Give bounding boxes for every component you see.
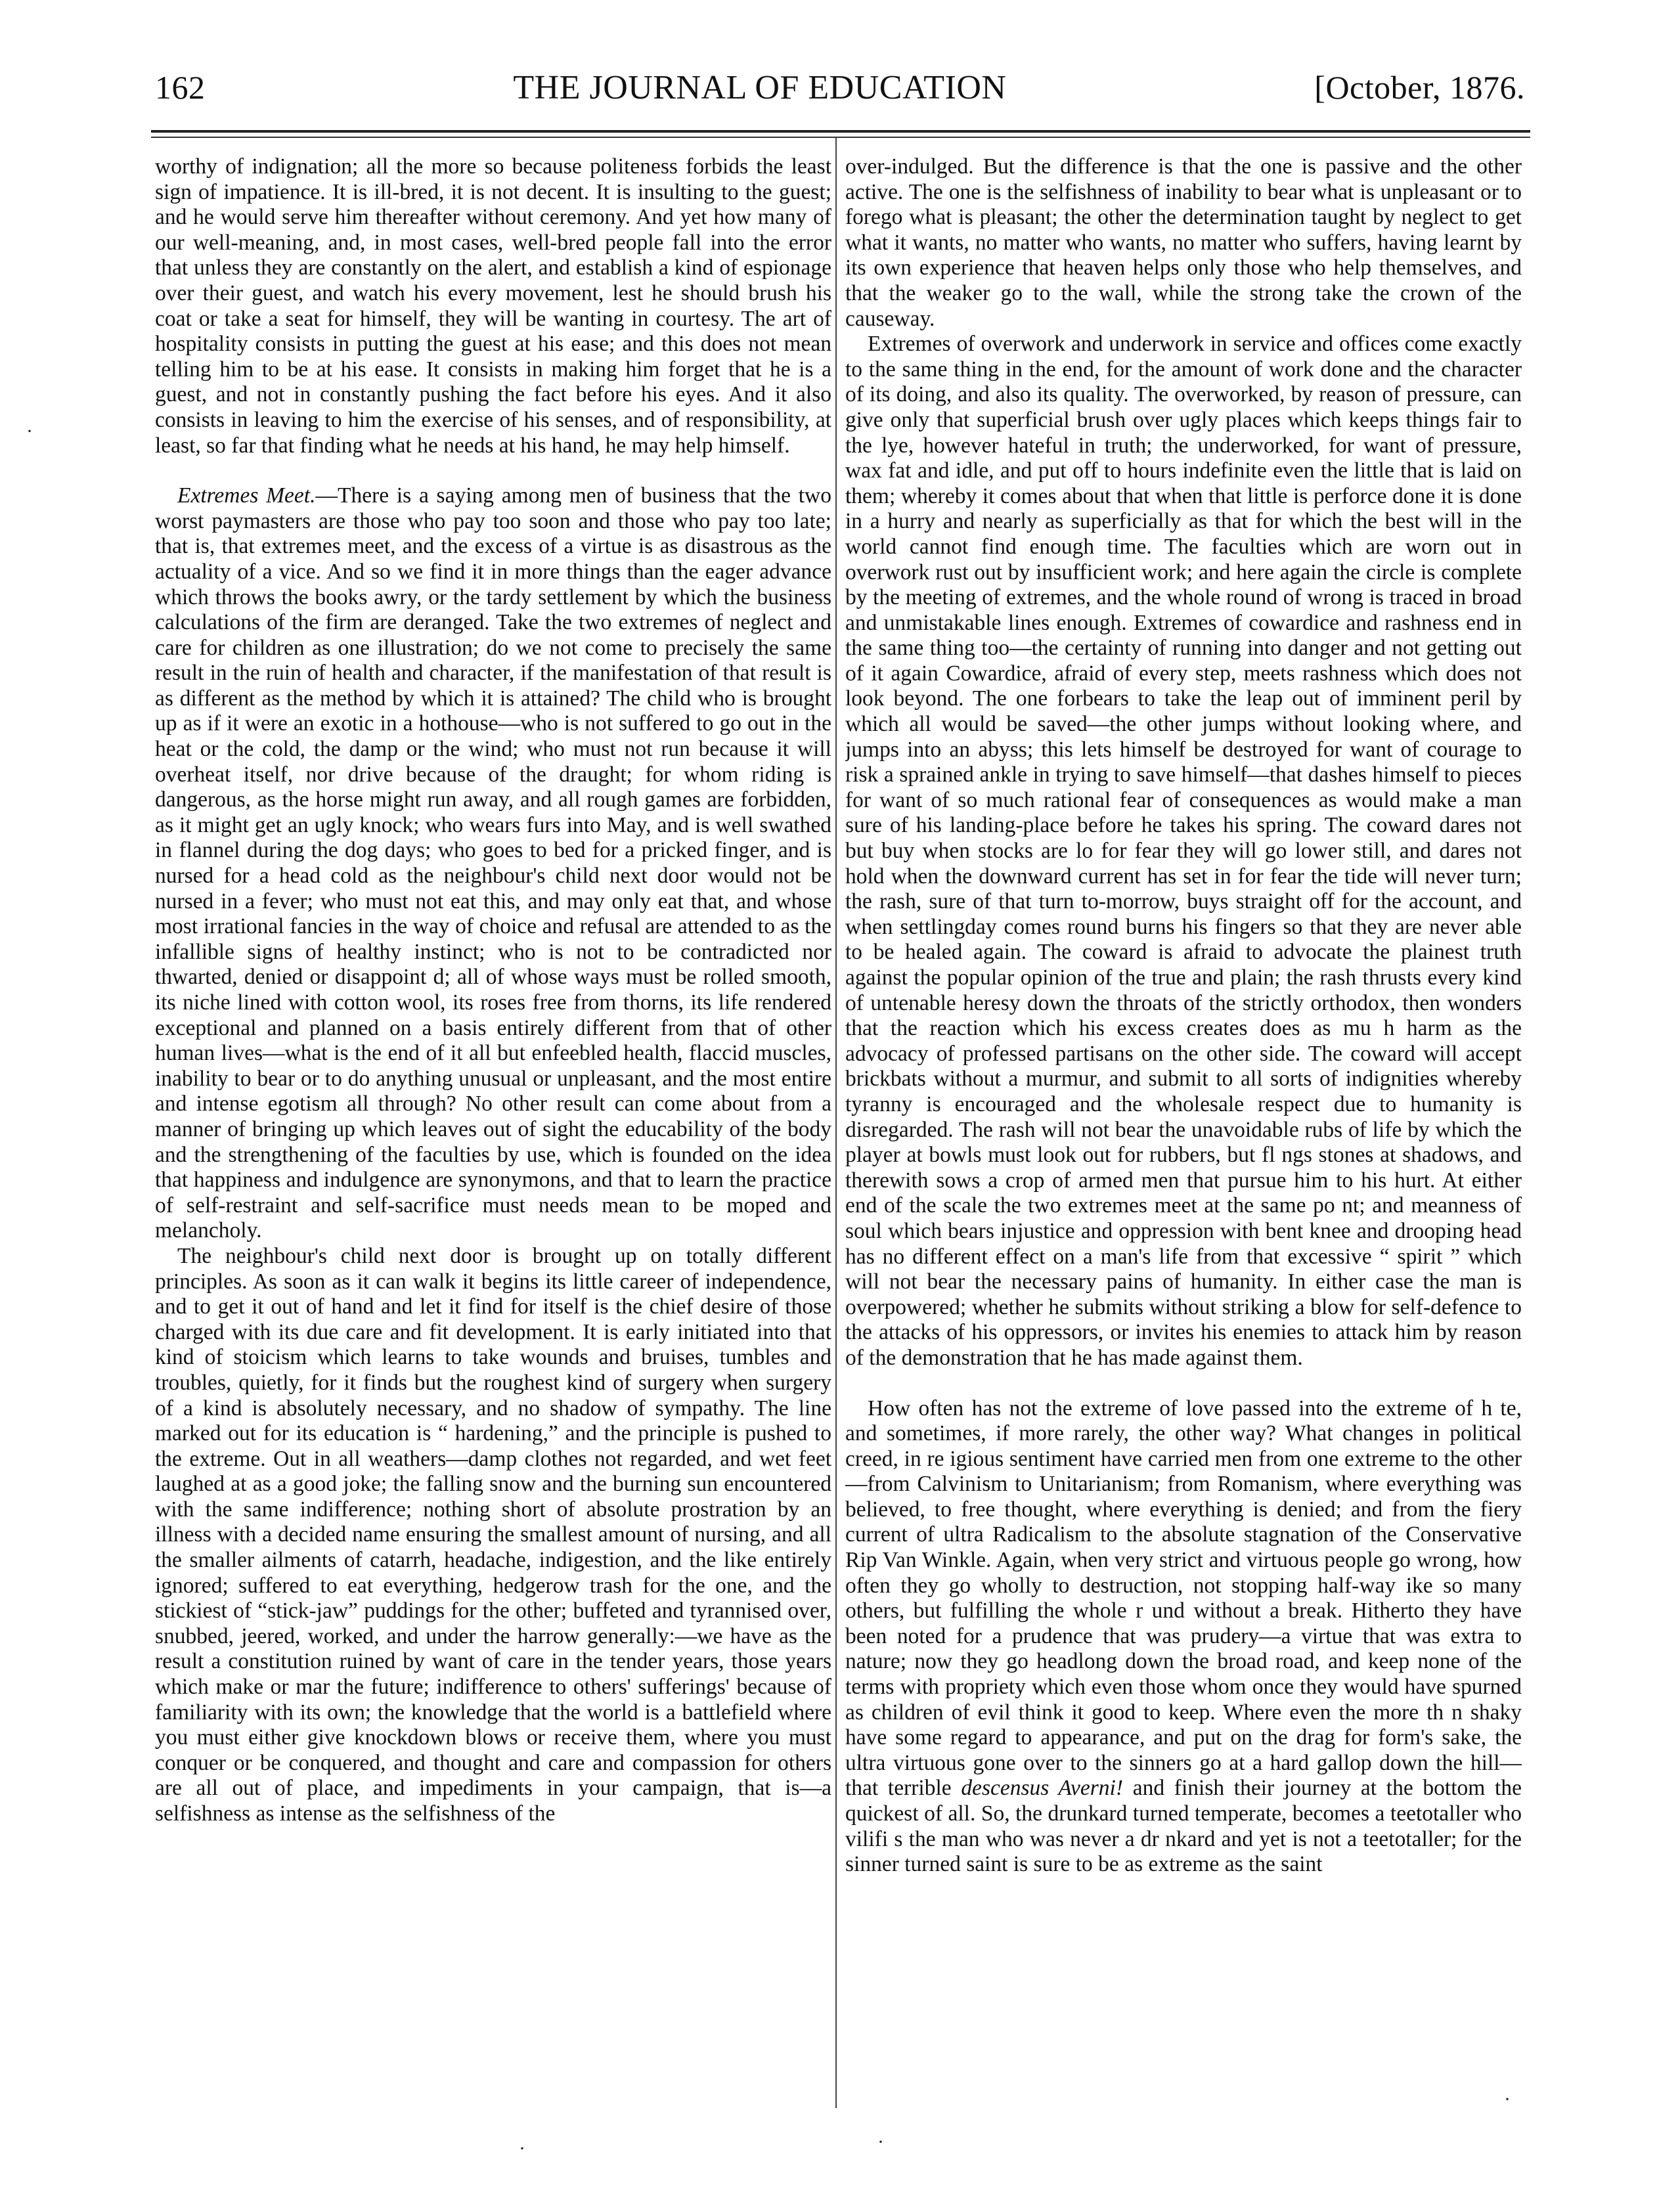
paragraph-hospitality: worthy of indignation; all the more so because politeness forbids the least sign of impatience. It is ill-bred, it is not decent. It is insulting to the guest; and he would serve him thereafter without ceremony. And yet how many of our well-meaning, and, in most cases, well-bred people fall into the error that unless they are constantly on the alert, and establish a kind of espionage over their guest, and watch his every movement, lest he should brush his coat or take a seat for himself, they will be wanting in courtesy. The art of hospitality consists in putting the guest at his ease; and this does not mean telling him to be at his ease. It consists in making him forget that he is a guest, and not in constantly pushing the fact before his eyes. And it also consists in leaving to him the exercise of his senses, and of responsibility, at least, so far that finding what he needs at his hand, he may help himself.	[155, 154, 831, 458]
paragraph-love-text-a: How often has not the extreme of love passed into the extreme of h te, and sometimes, if more rarely, the other way? What changes in political creed, in re igious sentiment have carried men from one extreme to the other—from Calvinism to Unitarianism; from Romanism, where everything was believed, to free thought, where everything is denied; and from the fiery current of ultra Radicalism to the absolute stagnation of the Conservative Rip Van Winkle. Again, when very strict and virtuous people go wrong, how often they go wholly to destruction, not stopping half-way ike so many others, but fulfilling the whole r und without a break. Hitherto they have been noted for a prudence that was prudery—a virtue that was extra to nature; now they go headlong down the broad road, and keep none of the terms with propriety which even those whom once they would have spurned as children of evil think it good to keep. Where even the more th n shaky have some regard to appearance, and put on the drag for form's sake, the ultra virtuous gone over to the sinners go at a hard gallop down the hill—that terrible	[845, 1396, 1522, 1801]
header-rule-thin	[151, 137, 1530, 138]
paragraph-love-text-b: and finish their journey at the bottom the quickest of all. So, the drunkard turned temperate, becomes a teetotaller who vilifi s the man who was never a dr nkard and yet is not a teetotaller; for the sinner turned saint is sure to be as extreme as the saint	[845, 1776, 1522, 1877]
margin-speck: ·	[877, 2131, 884, 2153]
header-rule-thick	[151, 130, 1530, 133]
right-column	[845, 154, 1522, 2125]
paragraph-extremes-meet-text: —There is a saying among men of business that the two worst paymasters are those who pay too soon and those who pay too late; that is, that extremes meet, and the excess of a virtue is as disastrous as the actuality of a vice. And so we find it in more things than the eager advance which throws the books awry, or the tardy settlement by which the business calculations of the firm are deranged. Take the two extremes of neglect and care for children as one illustration; do we not come to precisely the same result in the ruin of health and character, if the manifestation of that result is as different as the method by which it is attained? The child who is brought up as if it were an exotic in a hothouse—who is not suffered to go out in the heat or the cold, the damp or the wind; who must not run because it will overheat itself, nor drive because of the draught; for whom riding is dangerous, as the horse might run away, and all rough games are forbidden, as it might get an ugly knock; who wears furs into May, and is well swathed in flannel during the dog days; who goes to bed for a pricked finger, and is nursed for a head cold as the neighbour's child next door would not be nursed in a fever; who must not eat this, and may only eat that, and whose most irrational fancies in the way of choice and refusal are attended to as the infallible signs of healthy instinct; who is not to be contradicted nor thwarted, denied or disappoint d; all of whose ways must be rolled smooth, its niche lined with cotton wool, its roses free from thorns, its life rendered exceptional and planned on a basis entirely different from that of other human lives—what is the end of it all but enfeebled health, flaccid muscles, inability to bear or to do anything unusual or unpleasant, and the most entire and intense egotism all through? No other result can come about from a manner of bringing up which leaves out of sight the educability of the body and the strengthening of the faculties by use, which is founded on the idea that happiness and indulgence are synonymons, and that to learn the practice of self-restraint and self-sacrifice must needs mean to be moped and melancholy.	[155, 483, 831, 1243]
paragraph-neighbours-child: The neighbour's child next door is brought up on totally different principles. As soon as it can walk it begins its little career of independence, and to get it out of hand and let it find for itself is the chief desire of those charged with its due care and fit development. It is early initiated into that kind of stoicism which learns to take wounds and bruises, tumbles and troubles, quietly, for it finds but the roughest kind of surgery when surgery of a kind is absolutely necessary, and no shadow of sympathy. The line marked out for its education is “ hardening,” and the principle is pushed to the extreme. Out in all weathers—damp clothes not regarded, and wet feet laughed at as a good joke; the falling snow and the burning sun encountered with the same indifference; nothing short of absolute prostration by an illness with a decided name ensuring the smallest amount of nursing, and all the smaller ailments of catarrh, headache, indigestion, and the like entirely ignored; suffered to eat everything, hedgerow trash for the one, and the stickiest of “stick-jaw” puddings for the other; buffeted and tyrannised over, snubbed, jeered, worked, and under the harrow generally:—we have as the result a constitution ruined by want of care in the tender years, those years which make or mar the future; indifference to others' sufferings' because of familiarity with its own; the knowledge that the world is a battlefield where you must either give knockdown blows or receive them, where you must conquer or be conquered, and thought and care and compassion for others are all out of place, and impediments in your campaign, that is—a selfishness as intense as the selfishness of the	[155, 1243, 831, 1826]
running-header	[155, 68, 1525, 121]
paragraph-love-and-hate	[845, 1396, 1522, 1878]
page-number: 162	[155, 69, 206, 106]
paragraph-extremes-meet	[155, 483, 831, 1244]
margin-speck: ·	[1504, 2088, 1511, 2110]
left-column	[155, 154, 831, 2125]
margin-speck: ·	[26, 420, 33, 442]
margin-speck: ·	[519, 2138, 525, 2159]
paragraph-overwork: Extremes of overwork and underwork in service and offices come exactly to the same thing in the end, for the amount of work done and the character of its doing, and also its quality. The overworked, by reason of pressure, can give only that superficial brush over ugly places which keeps things fair to the lye, however hateful in truth; the underworked, for want of pressure, wax fat and idle, and put off to hours indefinite even the little that is laid on them; whereby it comes about that when that little is perforce done it is done in a hurry and nearly as superficially as that for which the best will in the world cannot find enough time. The faculties which are worn out in overwork rust out by insufficient work; and here again the circle is complete by the meeting of extremes, and the whole round of wrong is traced in broad and unmistakable lines enough. Extremes of cowardice and rashness end in the same thing too—the certainty of running into danger and not getting out of it again Cowardice, afraid of every step, meets rashness which does not look beyond. The one forbears to take the leap out of imminent peril by which all would be saved—the other jumps without looking where, and jumps into an abyss; this lets himself be destroyed for want of courage to risk a sprained ankle in trying to save himself—that dashes himself to pieces for want of so much rational fear of consequences as would make a man sure of his landing-place before he takes his spring. The coward dares not but buy when stocks are lo for fear they will go lower still, and dares not hold when the downward current has set in for fear the tide will never turn; the rash, sure of that turn to-morrow, buys straight off for the account, and when settlingday comes round burns his fingers so that they are never able to be healed again. The coward is afraid to advocate the plainest truth against the popular opinion of the true and plain; the rash thrusts every kind of untenable heresy down the throats of the strictly orthodox, then wonders that the reaction which his excess creates does as mu h harm as the advocacy of professed partisans on the other side. The coward will accept brickbats without a murmur, and submit to all sorts of indignities whereby tyranny is encouraged and the wholesale respect due to humanity is disregarded. The rash will not bear the unavoidable rubs of life by which the player at bowls must look out for rubbers, but fl ngs stones at shadows, and therewith sows a crop of armed men that pursue him to his hurt. At either end of the scale the two extremes meet at the same po nt; and meanness of soul which bears injustice and oppression with bent knee and drooping head has no different effect on a man's life from that excessive “ spirit ” which will not bear the necessary pains of humanity. In either case the man is overpowered; whether he submits without striking a blow for self-defence to the attacks of his oppressors, or invites his enemies to attack him by reason of the demonstration that he has made against them.	[845, 332, 1522, 1370]
journal-title: THE JOURNAL OF EDUCATION	[513, 69, 1007, 106]
issue-date: [October, 1876.	[1314, 69, 1525, 106]
paragraph-love-italic: descensus Averni!	[961, 1776, 1124, 1801]
paragraph-over-indulged: over-indulged. But the difference is that the one is passive and the other active. The one is the selfishness of inability to bear what is unpleasant or to forego what is pleasant; the other the determination taught by neglect to get what it wants, no matter who wants, no matter who suffers, having learnt by its own experience that heaven helps only those who help themselves, and that the weaker go to the wall, while the strong take the crown of the causeway.	[845, 154, 1522, 331]
section-heading-extremes-meet: Extremes Meet.	[177, 483, 316, 508]
column-divider	[835, 138, 837, 2108]
